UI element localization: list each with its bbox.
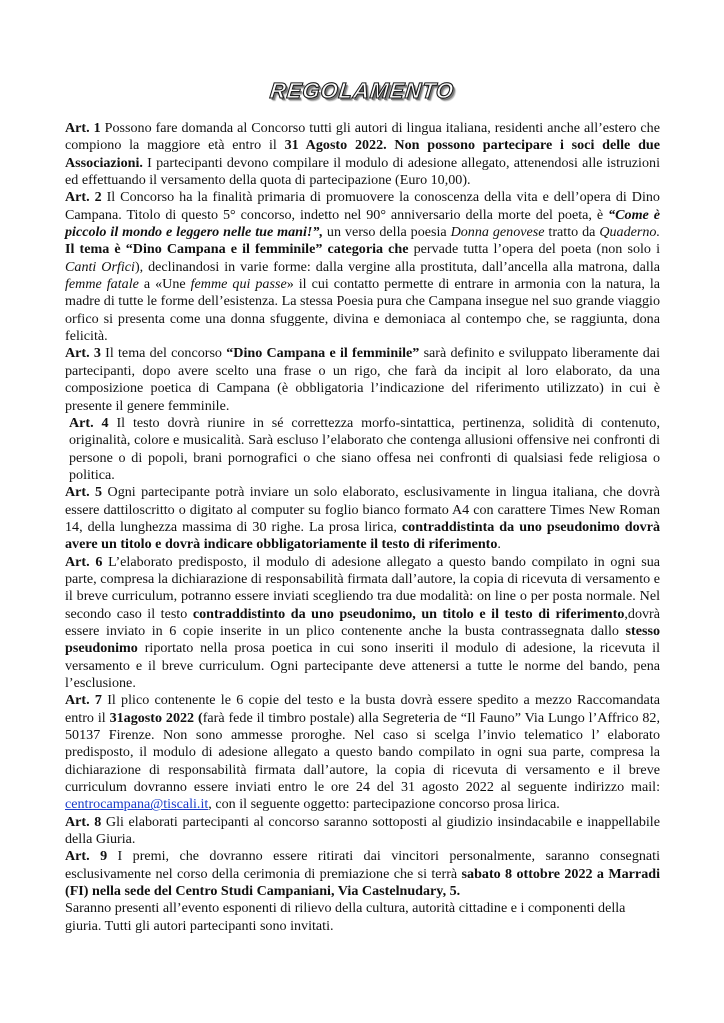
article-6: Art. 6 L’elaborato predisposto, il modulo di adesione allegato a questo bando compilato in ogni sua parte, compresa la dichiarazione di responsabilità firmata dall’autore, la copia di ricevuta di versamento e il breve curriculum, potranno essere inviati scegliendo tra due modalità: on line o per posta normale. Nel secondo caso il testo contraddistinto da uno pseudonimo, un titolo e il testo di riferimento,dovrà essere inviato in 6 copie inserite in un plico contenente anche la busta contrassegnata dallo stesso pseudonimo riportato nella prosa poetica in cui sono inseriti il modulo di adesione, la ricevuta il versamento e il breve curriculum. Ogni partecipante deve attenersi a tutte le norme del bando, pena l’esclusione. [65,553,660,691]
article-label: Art. 2 [65,189,102,206]
article-label: Art. 7 [65,692,102,709]
closing-paragraph: Saranno presenti all’evento esponenti di rilievo della cultura, autorità cittadine e i componenti della giuria. Tutti gli autori partecipanti sono invitati. [65,900,626,934]
article-label: Art. 5 [65,484,103,501]
article-9: Art. 9 I premi, che dovranno essere ritirati dai vincitori personalmente, saranno consegnati esclusivamente nel corso della cerimonia di premiazione che si terrà sabato 8 ottobre 2022 a Marradi (FI) nella sede del Centro Studi Campaniani, Via Castelnudary, 5. [65,848,660,900]
article-8: Art. 8 Gli elaborati partecipanti al concorso saranno sottoposti al giudizio insindacabile e inappellabile della Giuria. [65,813,660,848]
article-label: Art. 6 [65,553,103,570]
article-1: Art. 1 Possono fare domanda al Concorso tutti gli autori di lingua italiana, residenti anche all’estero che compiono la maggiore età entro il 31 Agosto 2022. Non possono partecipare i soci delle due Associazioni. I partecipanti devono compilare il modulo di adesione allegato, attenendosi alle istruzioni ed effettuando il versamento della quota di partecipazione (Euro 10,00). [65,120,661,189]
article-label: Art. 4 [69,414,109,431]
title-text: REGOLAMENTO [269,78,456,103]
document-title [65,78,660,112]
article-label: Art. 3 [65,345,101,362]
article-label: Art. 8 [65,813,102,830]
article-5: Art. 5 Ogni partecipante potrà inviare un solo elaborato, esclusivamente in lingua italiana, che dovrà essere dattiloscritto o digitato al computer su foglio bianco formato A4 con carattere Times New Roman 14, della lunghezza massima di 30 righe. La prosa lirica, contraddistinta da uno pseudonimo dovrà avere un titolo e dovrà indicare obbligatoriamente il testo di riferimento. [65,484,661,553]
regulation-document [65,78,661,935]
article-7: Art. 7 Il plico contenente le 6 copie del testo e la busta dovrà essere spedito a mezzo Raccomandata entro il 31agosto 2022 (farà fede il timbro postale) alla Segreteria de “Il Fauno” Via Lungo l’Affrico 82, 50137 Firenze. Non sono ammesse proroghe. Nel caso si scelga l’invio telematico l’ elaborato predisposto, il modulo di adesione allegato a questo bando compilato in ogni sua parte, compresa la dichiarazione di responsabilità firmata dall’autore, la copia di ricevuta di versamento e il breve curriculum dovranno essere inviati entro le ore 24 del 31 agosto 2022 al seguente indirizzo mail: centrocampana@tiscali.it, con il seguente oggetto: partecipazione concorso prosa lirica. [65,692,660,813]
article-label: Art. 9 [65,848,108,865]
article-4: Art. 4 Il testo dovrà riunire in sé correttezza morfo-sintattica, pertinenza, solidità di contenuto, originalità, colore e musicalità. Sarà escluso l’elaborato che contenga allusioni offensive nei confronti di persone o di popoli, brani pornografici o che siano offesa nei confronti di qualsiasi fede religiosa o politica. [69,414,660,483]
article-2: Art. 2 Il Concorso ha la finalità primaria di promuovere la conoscenza della vita e dell’opera di Dino Campana. Titolo di questo 5° concorso, indetto nel 90° anniversario della morte del poeta, è “Come è piccolo il mondo e leggero nelle tue mani!”, un verso della poesia Donna genovese tratto da Quaderno. Il tema è “Dino Campana e il femminile” categoria che pervade tutta l’opera del poeta (non solo i Canti Orfici), declinandosi in varie forme: dalla vergine alla prostituta, dall’ancella alla matrona, dalla femme fatale a «Une femme qui passe» il cui contatto permette di entrare in armonia con la natura, la madre di tutte le forme dell’esistenza. La stessa Poesia pura che Campana insegue nel suo grande viaggio orfico si presenta come una donna sfuggente, divina e demoniaca al contempo che, se raggiunta, dona felicità. [65,189,660,345]
article-label: Art. 1 [65,120,101,136]
email-link[interactable]: centrocampana@tiscali.it [65,796,209,813]
article-3: Art. 3 Il tema del concorso “Dino Campana e il femminile” sarà definito e sviluppato liberamente dai partecipanti, dopo avere scelto una frase o un rigo, che farà da incipit al loro elaborato, da una composizione poetica di Campana (è obbligatoria l’indicazione del riferimento utilizzato) in cui è presente il genere femminile. [65,345,660,414]
